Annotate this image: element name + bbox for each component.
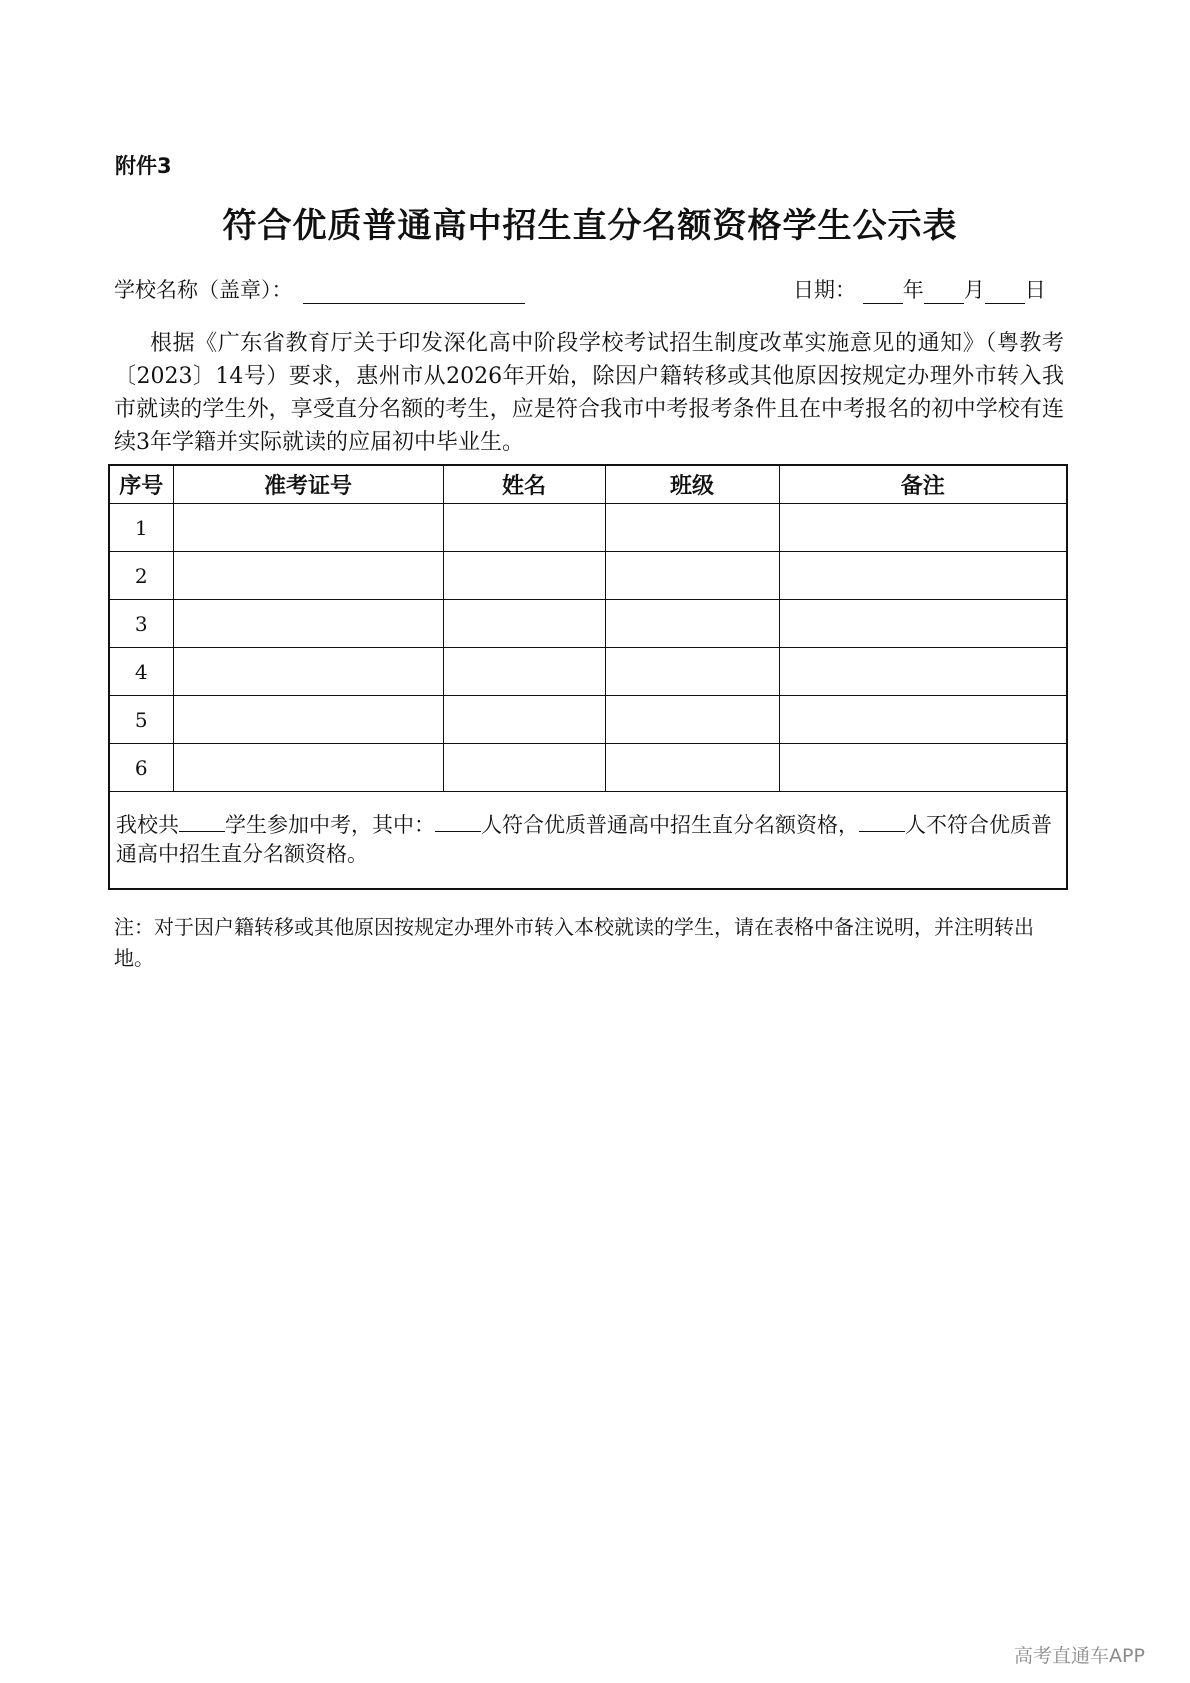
remarks-cell[interactable]: [779, 744, 1067, 792]
summary-cell: [109, 792, 1067, 890]
remarks-cell[interactable]: [779, 504, 1067, 552]
summary-text-2: 学生参加中考，其中：: [225, 813, 435, 837]
header-remarks: 备注: [779, 465, 1067, 504]
class-cell[interactable]: [605, 600, 779, 648]
row-index: 5: [109, 696, 173, 744]
class-cell[interactable]: [605, 744, 779, 792]
name-cell[interactable]: [443, 600, 605, 648]
month-blank[interactable]: [924, 281, 964, 304]
header-class: 班级: [605, 465, 779, 504]
row-index: 4: [109, 648, 173, 696]
year-label: 年: [902, 278, 924, 302]
table-row: [109, 504, 1067, 552]
class-cell[interactable]: [605, 696, 779, 744]
exam-number-cell[interactable]: [173, 552, 443, 600]
remarks-cell[interactable]: [779, 552, 1067, 600]
row-index: 2: [109, 552, 173, 600]
watermark: 高考直通车APP: [1014, 1645, 1145, 1667]
day-blank[interactable]: [985, 281, 1025, 304]
qualified-count-blank[interactable]: [435, 811, 481, 832]
day-label: 日: [1024, 278, 1046, 302]
table-row: [109, 648, 1067, 696]
exam-number-cell[interactable]: [173, 744, 443, 792]
summary-text-4: 人不符合优质普通高中招生直分名额资格。: [116, 813, 1052, 866]
date-field[interactable]: [793, 274, 1046, 304]
attachment-label: 附件3: [115, 154, 172, 178]
name-cell[interactable]: [443, 648, 605, 696]
header-name: 姓名: [443, 465, 605, 504]
name-cell[interactable]: [443, 504, 605, 552]
school-name-field[interactable]: [114, 274, 525, 304]
header-exam-number: 准考证号: [173, 465, 443, 504]
total-students-blank[interactable]: [179, 811, 225, 832]
year-blank[interactable]: [863, 281, 903, 304]
remarks-cell[interactable]: [779, 648, 1067, 696]
school-name-blank[interactable]: [303, 281, 525, 304]
table-row: [109, 600, 1067, 648]
exam-number-cell[interactable]: [173, 600, 443, 648]
remarks-cell[interactable]: [779, 600, 1067, 648]
class-cell[interactable]: [605, 504, 779, 552]
footnote: 注：对于因户籍转移或其他原因按规定办理外市转入本校就读的学生，请在表格中备注说明，并注明转出地。: [114, 915, 1034, 970]
summary-text-1: 我校共: [116, 813, 179, 837]
class-cell[interactable]: [605, 648, 779, 696]
exam-number-cell[interactable]: [173, 696, 443, 744]
table-row: [109, 696, 1067, 744]
intro-paragraph: 根据《广东省教育厅关于印发深化高中阶段学校考试招生制度改革实施意见的通知》（粤教考〔2023〕14号）要求，惠州市从2026年开始，除因户籍转移或其他原因按规定办理外市转入我市就读的学生外，享受直分名额的考生，应是符合我市中考报考条件且在中考报名的初中学校有连续3年学籍并实际就读的应届初中毕业生。: [114, 331, 1064, 455]
unqualified-count-blank[interactable]: [859, 811, 905, 832]
row-index: 6: [109, 744, 173, 792]
name-cell[interactable]: [443, 552, 605, 600]
school-name-label: 学校名称（盖章）：: [114, 278, 293, 302]
student-table: [108, 464, 1068, 890]
header-index: 序号: [109, 465, 173, 504]
name-cell[interactable]: [443, 696, 605, 744]
row-index: 1: [109, 504, 173, 552]
summary-text-3: 人符合优质普通高中招生直分名额资格，: [481, 813, 859, 837]
exam-number-cell[interactable]: [173, 504, 443, 552]
name-cell[interactable]: [443, 744, 605, 792]
exam-number-cell[interactable]: [173, 648, 443, 696]
class-cell[interactable]: [605, 552, 779, 600]
date-label: 日期：: [793, 278, 856, 302]
remarks-cell[interactable]: [779, 696, 1067, 744]
table-row: [109, 552, 1067, 600]
table-row: [109, 744, 1067, 792]
table-header-row: [109, 465, 1067, 504]
page-title: 符合优质普通高中招生直分名额资格学生公示表: [222, 206, 958, 246]
month-label: 月: [963, 278, 985, 302]
row-index: 3: [109, 600, 173, 648]
summary-row: [109, 792, 1067, 890]
